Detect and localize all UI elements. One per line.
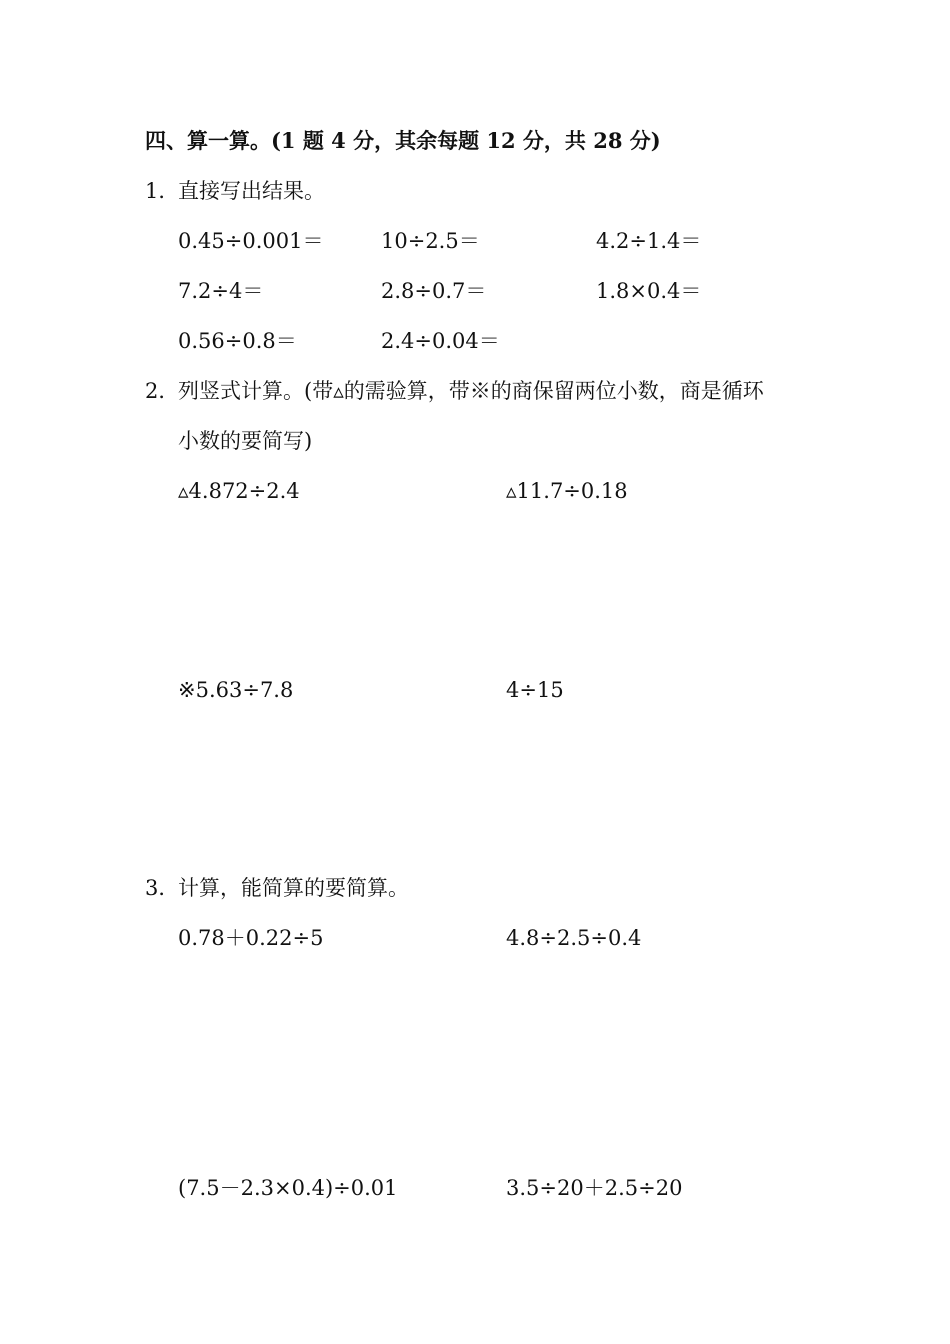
q1-item: 0.45÷0.001＝ [178, 229, 324, 253]
q3-item: 4.8÷2.5÷0.4 [506, 926, 642, 950]
q1-item: 2.8÷0.7＝ [381, 279, 487, 303]
q1-item: 4.2÷1.4＝ [596, 229, 702, 253]
q3-item: (7.5－2.3×0.4)÷0.01 [178, 1176, 398, 1200]
q2-item: ▵11.7÷0.18 [506, 479, 628, 503]
q2-item: ▵4.872÷2.4 [178, 479, 300, 503]
q2-number: 2． [145, 379, 180, 403]
q3-item: 3.5÷20＋2.5÷20 [506, 1176, 683, 1200]
q1-item: 7.2÷4＝ [178, 279, 264, 303]
q2-prompt-line1: 列竖式计算。(带▵的需验算，带※的商保留两位小数，商是循环 [178, 379, 764, 403]
q1-item: 1.8×0.4＝ [596, 279, 702, 303]
q2-prompt-line2: 小数的要简写) [178, 429, 313, 453]
q2-item: 4÷15 [506, 678, 564, 702]
section-title: 四、算一算。(1 题 4 分，其余每题 12 分，共 28 分) [145, 128, 661, 153]
q1-number: 1． [145, 179, 180, 203]
q1-prompt: 直接写出结果。 [178, 179, 325, 203]
q1-item: 0.56÷0.8＝ [178, 329, 297, 353]
q1-item: 10÷2.5＝ [381, 229, 480, 253]
q1-item: 2.4÷0.04＝ [381, 329, 500, 353]
q2-item: ※5.63÷7.8 [178, 678, 294, 702]
q3-item: 0.78＋0.22÷5 [178, 926, 324, 950]
q3-prompt: 计算，能简算的要简算。 [178, 876, 409, 900]
q3-number: 3． [145, 876, 180, 900]
